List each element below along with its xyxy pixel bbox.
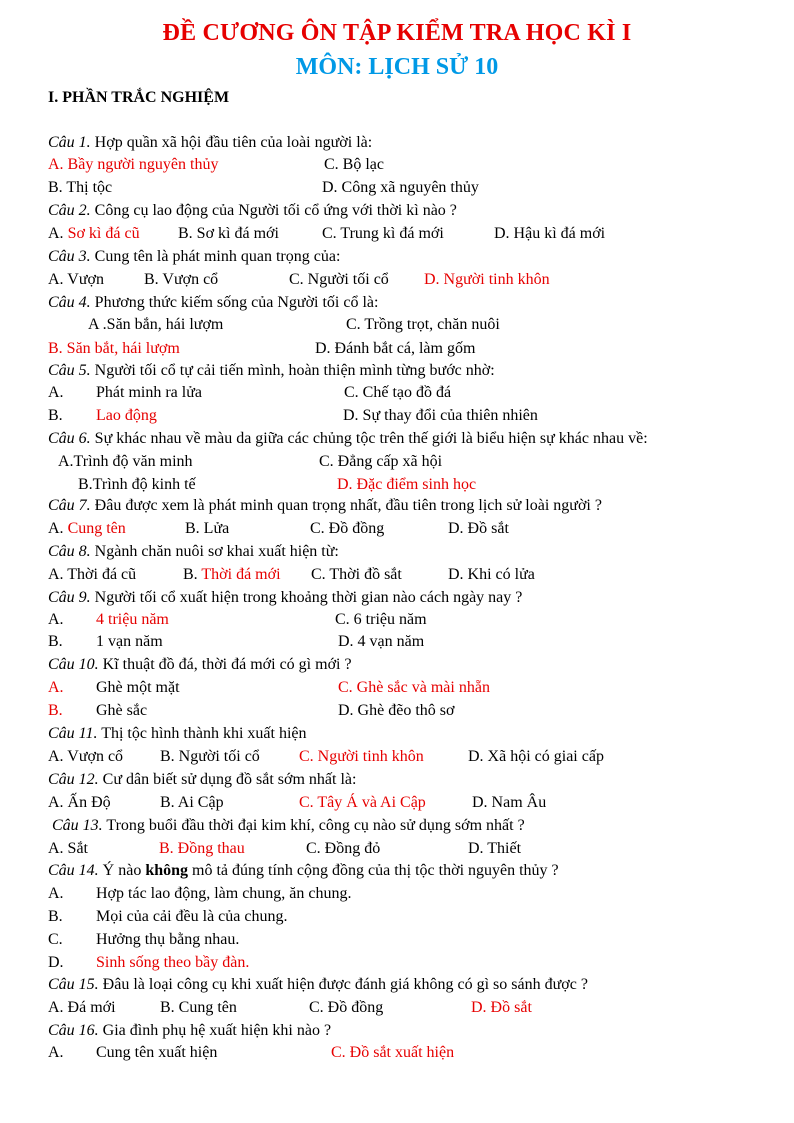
answer-option: C. Trồng trọt, chăn nuôi: [346, 316, 500, 333]
answer-option: C. Tây Á và Ai Cập: [299, 794, 426, 811]
answer-option: C. Người tối cổ: [289, 271, 389, 288]
answer-option: D. Nam Âu: [472, 794, 547, 811]
answer-option: B. Đồng thau: [159, 840, 245, 857]
answer-option: C. Thời đồ sắt: [311, 566, 402, 583]
question-6: Câu 6. Sự khác nhau về màu da giữa các chủng tộc trên thế giới là biểu hiện sự khác nhau về:: [48, 430, 648, 447]
answer-option: D. Người tinh khôn: [424, 271, 550, 288]
answer-option: Ghè một mặt: [96, 679, 180, 696]
answer-option: B.Trình độ kinh tế: [78, 476, 196, 493]
question-11: Câu 11. Thị tộc hình thành khi xuất hiện: [48, 725, 307, 742]
question-16-options: A. Cung tên xuất hiện C. Đồ sắt xuất hiện: [48, 1044, 455, 1061]
answer-option: B. Thị tộc: [48, 179, 113, 196]
answer-option: B. Săn bắt, hái lượm: [48, 340, 180, 357]
answer-option: C. Trung kì đá mới: [322, 225, 444, 242]
answer-option: Hợp tác lao động, làm chung, ăn chung.: [96, 885, 352, 902]
answer-option: D. Đánh bắt cá, làm gốm: [315, 340, 476, 357]
question-14-option-b: B. Mọi của cải đều là của chung.: [48, 908, 288, 925]
question-14-option-a: A. Hợp tác lao động, làm chung, ăn chung.: [48, 885, 352, 902]
section-heading: I. PHẦN TRẮC NGHIỆM: [48, 89, 230, 106]
answer-option: B. Cung tên: [160, 999, 237, 1016]
answer-option: Hưởng thụ bằng nhau.: [96, 931, 240, 948]
question-1-options-row2: [48, 178, 748, 198]
question-14: Câu 14. Ý nào không mô tả đúng tính cộng đồng của thị tộc thời nguyên thủy ?: [48, 862, 559, 879]
answer-option: D. Sự thay đổi của thiên nhiên: [343, 407, 538, 424]
answer-option: Sơ kì đá cũ: [67, 225, 140, 242]
answer-option: D. Ghè đẽo thô sơ: [338, 702, 455, 719]
question-11-options: [48, 747, 748, 767]
question-1: Câu 1. Hợp quần xã hội đầu tiên của loài người là:: [48, 134, 373, 151]
answer-option: D. Khi có lửa: [448, 566, 535, 583]
question-12-options: [48, 793, 748, 813]
question-10: Câu 10. Kĩ thuật đồ đá, thời đá mới có gì mới ?: [48, 656, 352, 673]
answer-option: C. Đồng đỏ: [306, 840, 381, 857]
question-5-options-row2: B. Lao động D. Sự thay đổi của thiên nhiên: [48, 407, 538, 424]
question-16: Câu 16. Gia đình phụ hệ xuất hiện khi nào ?: [48, 1022, 332, 1039]
question-9-options-row2: B. 1 vạn năm D. 4 vạn năm: [48, 633, 425, 650]
question-7: Câu 7. Đâu được xem là phát minh quan trọng nhất, đầu tiên trong lịch sử loài người ?: [48, 497, 602, 514]
question-10-options-row1: A. Ghè một mặt C. Ghè sắc và mài nhẵn: [48, 679, 490, 696]
question-8: Câu 8. Ngành chăn nuôi sơ khai xuất hiện từ:: [48, 543, 339, 560]
question-2-options: A. Sơ kì đá cũ B. Sơ kì đá mới C. Trung kì đá mới D. Hậu kì đá mới: [48, 225, 606, 242]
question-6-options-row1: [48, 452, 748, 472]
answer-option: C. Đồ đồng: [309, 999, 384, 1016]
question-6-options-row2: [48, 475, 748, 495]
question-1-options-row1: [48, 155, 748, 175]
answer-option: C. Ghè sắc và mài nhẵn: [338, 679, 490, 696]
question-7-options: A. Cung tên B. Lửa C. Đồ đồng D. Đồ sắt: [48, 520, 509, 537]
answer-option: D. Đồ sắt: [471, 999, 532, 1016]
answer-option: B. Người tối cổ: [160, 748, 260, 765]
question-14-option-c: C. Hưởng thụ bằng nhau.: [48, 931, 240, 948]
answer-option: Phát minh ra lửa: [96, 384, 202, 401]
question-13-options: [48, 839, 748, 859]
answer-option: 4 triệu năm: [96, 611, 169, 628]
answer-option: Ghè sắc: [96, 702, 148, 719]
answer-option: 1 vạn năm: [96, 633, 163, 650]
answer-option: D. 4 vạn năm: [338, 633, 425, 650]
question-15: Câu 15. Đâu là loại công cụ khi xuất hiện được đánh giá không có gì so sánh được ?: [48, 976, 588, 993]
question-4-options-row2: [48, 339, 748, 359]
answer-option: A. Đá mới: [48, 999, 116, 1016]
answer-option: A .Săn bắn, hái lượm: [88, 316, 224, 333]
answer-option: A. Vượn cổ: [48, 748, 124, 765]
answer-option: D. Thiết: [468, 840, 522, 857]
answer-option: C. Bộ lạc: [324, 156, 384, 173]
answer-option: Cung tên: [67, 520, 126, 537]
answer-option: Mọi của cải đều là của chung.: [96, 908, 288, 925]
answer-option: C. Đồ đồng: [310, 520, 385, 537]
answer-option: B. Vượn cổ: [144, 271, 219, 288]
question-4-options-row1: [48, 315, 748, 335]
answer-option: C. Chế tạo đồ đá: [344, 384, 452, 401]
answer-option: Thời đá mới: [201, 566, 281, 583]
question-5: Câu 5. Người tối cổ tự cải tiến mình, hoàn thiện mình từng bước nhờ:: [48, 362, 495, 379]
page-subtitle: MÔN: LỊCH SỬ 10: [295, 54, 499, 80]
question-13: Câu 13. Trong buổi đầu thời đại kim khí, công cụ nào sử dụng sớm nhất ?: [52, 817, 525, 834]
question-3-options: [48, 270, 748, 290]
answer-option: A. Bầy người nguyên thủy: [48, 156, 219, 173]
answer-option: D. Đồ sắt: [448, 520, 509, 537]
answer-option: C. 6 triệu năm: [335, 611, 427, 628]
answer-option: A.Trình độ văn minh: [58, 453, 193, 470]
question-10-options-row2: B. Ghè sắc D. Ghè đẽo thô sơ: [48, 702, 455, 719]
question-5-options-row1: A. Phát minh ra lửa C. Chế tạo đồ đá: [48, 384, 452, 401]
answer-option: Lao động: [96, 407, 157, 424]
answer-option: D. Xã hội có giai cấp: [468, 748, 604, 765]
answer-option: C. Đẳng cấp xã hội: [319, 453, 443, 470]
answer-option: B. Ai Cập: [160, 794, 224, 811]
answer-option: A. Thời đá cũ: [48, 566, 137, 583]
answer-option: D. Đặc điểm sinh học: [337, 476, 477, 493]
answer-option: Sinh sống theo bầy đàn.: [96, 954, 250, 971]
question-15-options: [48, 998, 748, 1018]
question-4: Câu 4. Phương thức kiếm sống của Người tối cổ là:: [48, 294, 379, 311]
answer-option: A. Sắt: [48, 840, 88, 857]
question-14-option-d: D. Sinh sống theo bầy đàn.: [48, 954, 250, 971]
answer-option: B. Sơ kì đá mới: [178, 225, 279, 242]
answer-option: C. Đồ sắt xuất hiện: [331, 1044, 455, 1061]
question-8-options: A. Thời đá cũ B. Thời đá mới C. Thời đồ sắt D. Khi có lửa: [48, 566, 535, 583]
answer-option: D. Hậu kì đá mới: [494, 225, 606, 242]
answer-option: C. Người tinh khôn: [299, 748, 424, 765]
answer-option: B. Lửa: [185, 520, 230, 537]
answer-option: A. Ấn Độ: [48, 794, 111, 811]
question-12: Câu 12. Cư dân biết sử dụng đồ sắt sớm nhất là:: [48, 771, 357, 788]
question-9-options-row1: A. 4 triệu năm C. 6 triệu năm: [48, 611, 427, 628]
answer-option: D. Công xã nguyên thủy: [322, 179, 479, 196]
answer-option: A. Vượn: [48, 271, 104, 288]
page-title: ĐỀ CƯƠNG ÔN TẬP KIỂM TRA HỌC KÌ I: [162, 20, 632, 46]
question-9: Câu 9. Người tối cổ xuất hiện trong khoảng thời gian nào cách ngày nay ?: [48, 589, 523, 606]
answer-option: Cung tên xuất hiện: [96, 1044, 218, 1061]
question-3: Câu 3. Cung tên là phát minh quan trọng của:: [48, 248, 341, 265]
question-2: Câu 2. Công cụ lao động của Người tối cổ ứng với thời kì nào ?: [48, 202, 457, 219]
